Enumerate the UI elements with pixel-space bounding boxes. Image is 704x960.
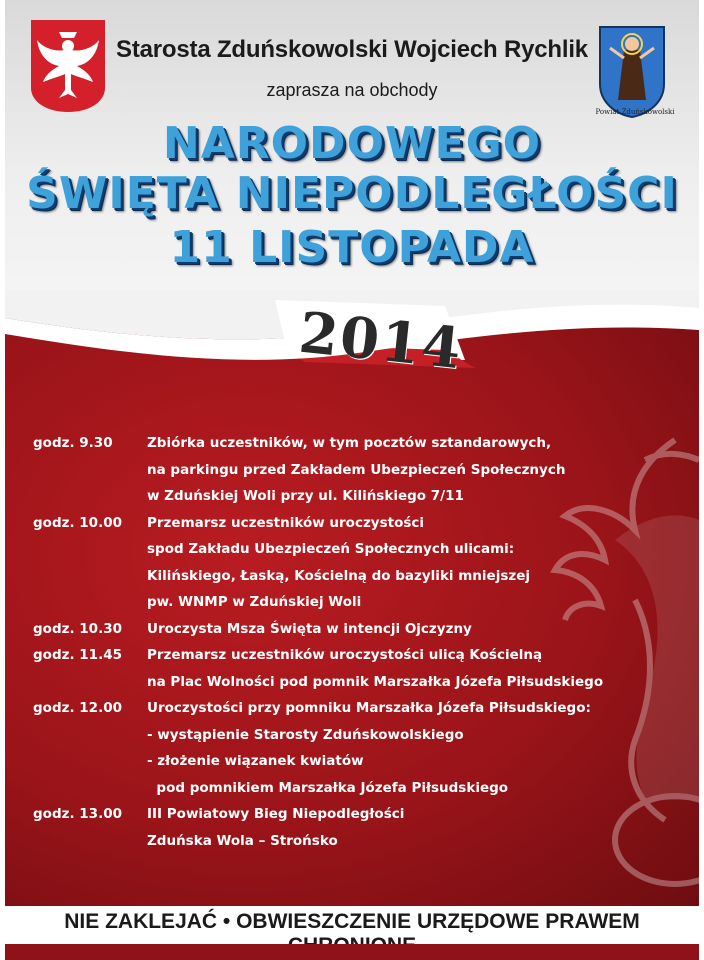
title-line-2: ŚWIĘTA NIEPODLEGŁOŚCI	[26, 168, 678, 219]
schedule-description: Zbiórka uczestników, w tym pocztów sztandarowych,	[147, 435, 552, 452]
schedule-description: w Zduńskiej Woli przy ul. Kilińskiego 7/11	[147, 488, 464, 505]
schedule-description: - wystąpienie Starosty Zduńskowolskiego	[147, 726, 464, 743]
schedule-row	[33, 722, 613, 749]
footer-band	[5, 944, 699, 960]
schedule-row	[33, 801, 613, 828]
schedule-row	[33, 642, 613, 669]
schedule	[33, 430, 613, 854]
poster	[5, 0, 699, 960]
schedule-row	[33, 669, 613, 696]
schedule-time: godz. 13.00	[33, 806, 122, 823]
schedule-description: Uroczysta Msza Święta w intencji Ojczyzny	[147, 620, 472, 637]
schedule-time: godz. 10.30	[33, 620, 122, 637]
schedule-description: - złożenie wiązanek kwiatów	[147, 753, 364, 770]
schedule-description: Przemarsz uczestników uroczystości ulicą Kościelną	[147, 647, 543, 664]
invitation-line: zaprasza na obchody	[266, 80, 438, 100]
schedule-description: Przemarsz uczestników uroczystości	[147, 514, 425, 531]
schedule-time: godz. 10.00	[33, 514, 122, 531]
schedule-description: Zduńska Wola – Strońsko	[147, 832, 338, 849]
schedule-row	[33, 430, 613, 457]
schedule-time: godz. 9.30	[33, 435, 113, 452]
schedule-description: pw. WNMP w Zduńskiej Woli	[147, 594, 362, 611]
schedule-description: III Powiatowy Bieg Niepodległości	[147, 806, 405, 823]
title-line-3: 11 LISTOPADA	[169, 222, 535, 273]
schedule-description: na parkingu przed Zakładem Ubezpieczeń Społecznych	[147, 461, 566, 478]
schedule-row	[33, 775, 613, 802]
schedule-time: godz. 11.45	[33, 647, 122, 664]
schedule-description: Uroczystości przy pomniku Marszałka Józefa Piłsudskiego:	[147, 700, 591, 717]
schedule-row	[33, 536, 613, 563]
year-label: 2014	[295, 299, 466, 383]
host-name: Starosta Zduńskowolski Wojciech Rychlik	[116, 36, 588, 63]
schedule-description: pod pomnikiem Marszałka Józefa Piłsudskiego	[147, 779, 509, 796]
schedule-row	[33, 695, 613, 722]
schedule-description: spod Zakładu Ubezpieczeń Społecznych ulicami:	[147, 541, 515, 558]
title-line-1: NARODOWEGO	[162, 118, 542, 169]
schedule-row	[33, 563, 613, 590]
schedule-row	[33, 483, 613, 510]
schedule-description: na Plac Wolności pod pomnik Marszałka Józefa Piłsudskiego	[147, 673, 604, 690]
schedule-row	[33, 616, 613, 643]
legal-notice: NIE ZAKLEJAĆ • OBWIESZCZENIE URZĘDOWE PRAWEM	[64, 910, 640, 933]
schedule-row	[33, 510, 613, 537]
schedule-time: godz. 12.00	[33, 700, 122, 717]
schedule-row	[33, 457, 613, 484]
schedule-row	[33, 589, 613, 616]
schedule-description: Kilińskiego, Łaską, Kościelną do bazyliki mniejszej	[147, 567, 531, 584]
schedule-row	[33, 828, 613, 855]
schedule-row	[33, 748, 613, 775]
coat-caption: Powiat Zduńskowolski	[595, 108, 675, 116]
